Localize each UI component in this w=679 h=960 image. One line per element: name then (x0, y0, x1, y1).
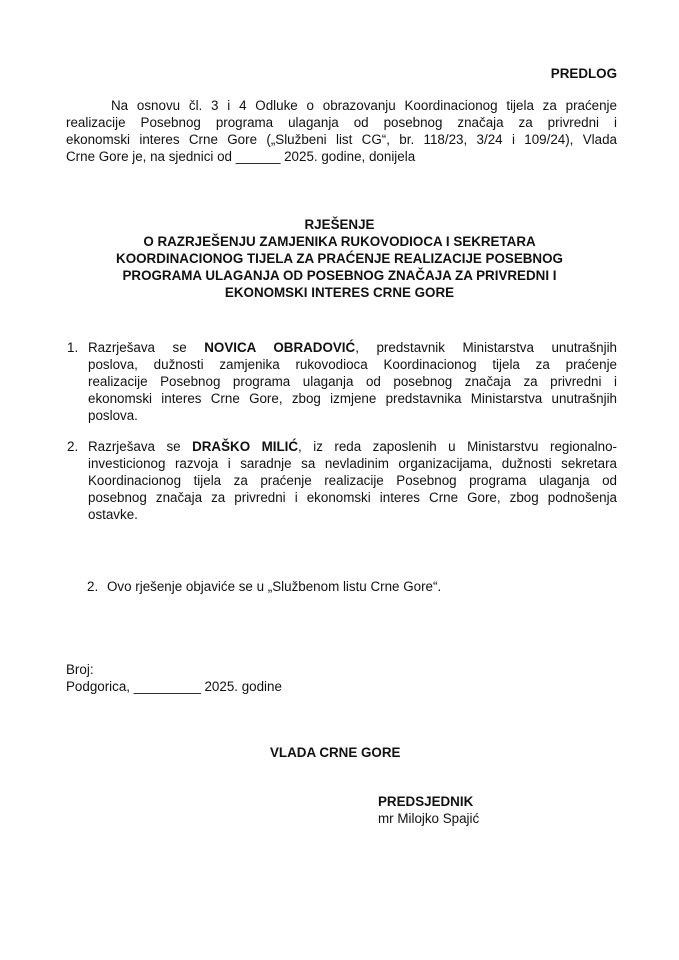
item-prefix: Razrješava se (88, 340, 205, 355)
title-line: O RAZRJEŠENJU ZAMJENIKA RUKOVODIOCA I SEKRETARA (143, 234, 536, 249)
title-line: RJEŠENJE (304, 217, 375, 232)
title-line: KOORDINACIONOG TIJELA ZA PRAĆENJE REALIZACIJE POSEBNOG (116, 251, 563, 266)
item-prefix: Razrješava se (88, 439, 193, 454)
item-person-name: DRAŠKO MILIĆ (192, 439, 299, 454)
item-line: posebnog značaja za privredni i ekonomski interes Crne Gore, zbog podnošenja (88, 490, 617, 505)
item-first-rest: , predstavnik Ministarstva unutrašnjih (355, 340, 617, 355)
item-first-line (88, 339, 617, 356)
title-line: EKONOMSKI INTERES CRNE GORE (224, 285, 455, 300)
item-first-line (88, 438, 617, 455)
signatory-name: mr Milojko Spajić (378, 811, 480, 826)
item-line: ostavke. (88, 507, 138, 522)
signatory-title: PREDSJEDNIK (378, 794, 474, 809)
item-line: poslova, dužnosti zamjenika rukovodioca Koordinacionog tijela za praćenje (88, 357, 617, 372)
item-line: realizacije Posebnog programa ulaganja od posebnog značaja za privredni i (88, 374, 617, 389)
preamble-line: Na osnovu čl. 3 i 4 Odluke o obrazovanju Koordinacionog tijela za praćenje (111, 98, 617, 113)
title-line: PROGRAMA ULAGANJA OD POSEBNOG ZNAČAJA ZA PRIVREDNI I (122, 268, 557, 283)
document-label: PREDLOG (550, 66, 617, 81)
preamble-line: realizacije Posebnog programa ulaganja od posebnog značaja za privredni i (66, 115, 617, 130)
item-first-rest: , iz reda zaposlenih u Ministarstvu regionalno- (298, 439, 617, 454)
item-number: 2. (67, 439, 79, 454)
item-line: Ovo rješenje objaviće se u „Službenom listu Crne Gore“. (107, 579, 442, 594)
item-number: 2. (87, 579, 99, 594)
place-date: Podgorica, _________ 2025. godine (66, 679, 282, 694)
item-line: Koordinacionog tijela za praćenje realizacije Posebnog programa ulaganja od (88, 473, 617, 488)
item-line: investicionog razvoja i saradnje sa nevladinim organizacijama, dužnosti sekretara (88, 456, 617, 471)
item-line: ekonomski interes Crne Gore, zbog izmjene predstavnika Ministarstva unutrašnjih (88, 391, 617, 406)
item-line: poslova. (88, 408, 138, 423)
reference-number: Broj: (66, 662, 94, 677)
item-person-name: NOVICA OBRADOVIĆ (204, 340, 356, 355)
preamble-line: ekonomski interes Crne Gore („Službeni list CG“, br. 118/23, 3/24 i 109/24), Vlada (66, 132, 617, 147)
government-name: VLADA CRNE GORE (270, 745, 401, 760)
item-number: 1. (67, 340, 79, 355)
preamble-line: Crne Gore je, na sjednici od ______ 2025. godine, donijela (66, 149, 416, 164)
